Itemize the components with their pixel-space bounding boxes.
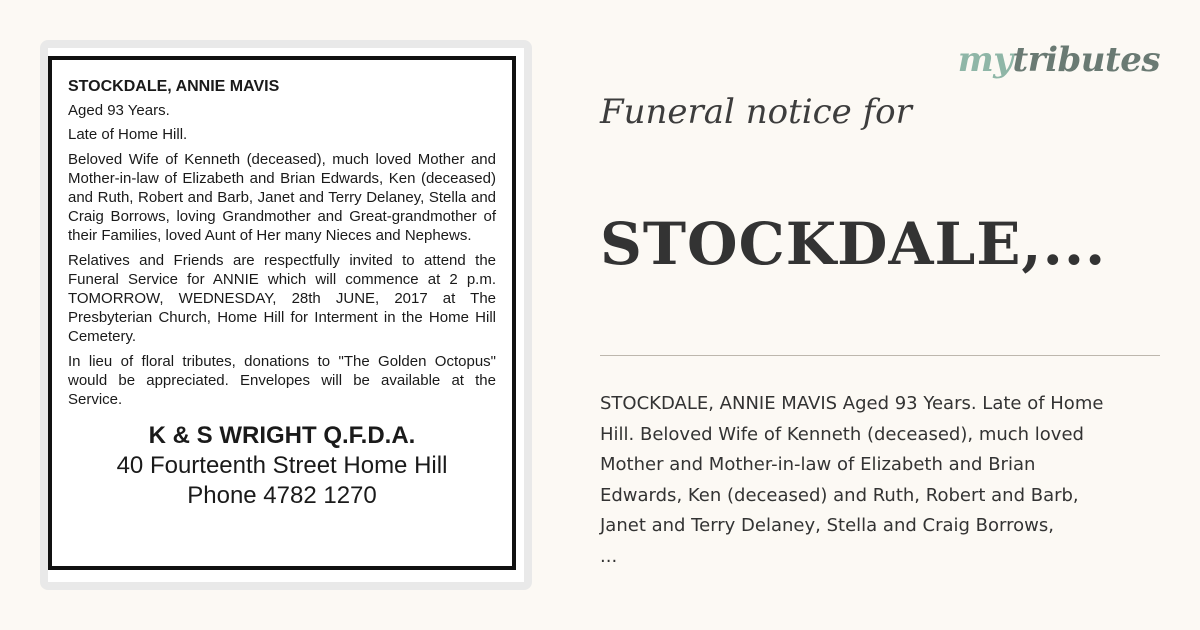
clipping-family: Beloved Wife of Kenneth (deceased), much loved Mother and Mother-in-law of Elizabeth and Brian Edwards, Ken (deceased) and Ruth, Robert and Barb, Janet and Terry Delaney, Stella and Craig Borrows, loving Grandmother and Great-grandmother of their Families, loved Aunt of Her many Nieces and Nephews. (68, 151, 496, 244)
summary-line: Janet and Terry Delaney, Stella and Craig Borrows, (600, 515, 1054, 536)
clipping-firm: K & S WRIGHT Q.F.D.A. (148, 422, 416, 449)
summary-line: Hill. Beloved Wife of Kenneth (deceased), much loved (600, 423, 1084, 445)
clipping-age: Aged 93 Years. (68, 102, 170, 119)
clipping-phone: Phone 4782 1270 (187, 482, 377, 509)
logo-my: my (957, 40, 1013, 80)
divider (600, 355, 1160, 356)
clipping-donations: In lieu of floral tributes, donations to "The Golden Octopus" would be appreciated. Envelopes will be available at the Service. (68, 353, 496, 408)
deceased-name: STOCKDALE,... (600, 210, 1107, 278)
clipping-address: 40 Fourteenth Street Home Hill (116, 452, 448, 479)
funeral-notice-clipping (40, 40, 532, 590)
clipping-service: Relatives and Friends are respectfully invited to attend the Funeral Service for ANNIE which will commence at 2 p.m. TOMORROW, WEDNESDAY, 28th JUNE, 2017 at The Presbyterian Church, Home Hill for Interment in the Home Hill Cemetery. (68, 252, 496, 345)
summary-line: STOCKDALE, ANNIE MAVIS Aged 93 Years. Late of Home (600, 393, 1104, 414)
clipping-paper (48, 48, 524, 582)
notice-label: Funeral notice for (600, 92, 912, 132)
clipping-footer (68, 421, 496, 511)
logo-tributes: tributes (1012, 40, 1160, 80)
summary-line: Edwards, Ken (deceased) and Ruth, Robert and Barb, (600, 484, 1079, 506)
clipping-name: STOCKDALE, ANNIE MAVIS (68, 78, 280, 95)
clipping-frame (48, 56, 516, 570)
summary-line: Mother and Mother-in-law of Elizabeth and Brian (600, 454, 1036, 475)
notice-summary (600, 389, 1170, 572)
summary-ellipsis: ... (600, 545, 618, 567)
mytributes-logo[interactable] (958, 40, 1160, 80)
clipping-late-of: Late of Home Hill. (68, 126, 188, 143)
